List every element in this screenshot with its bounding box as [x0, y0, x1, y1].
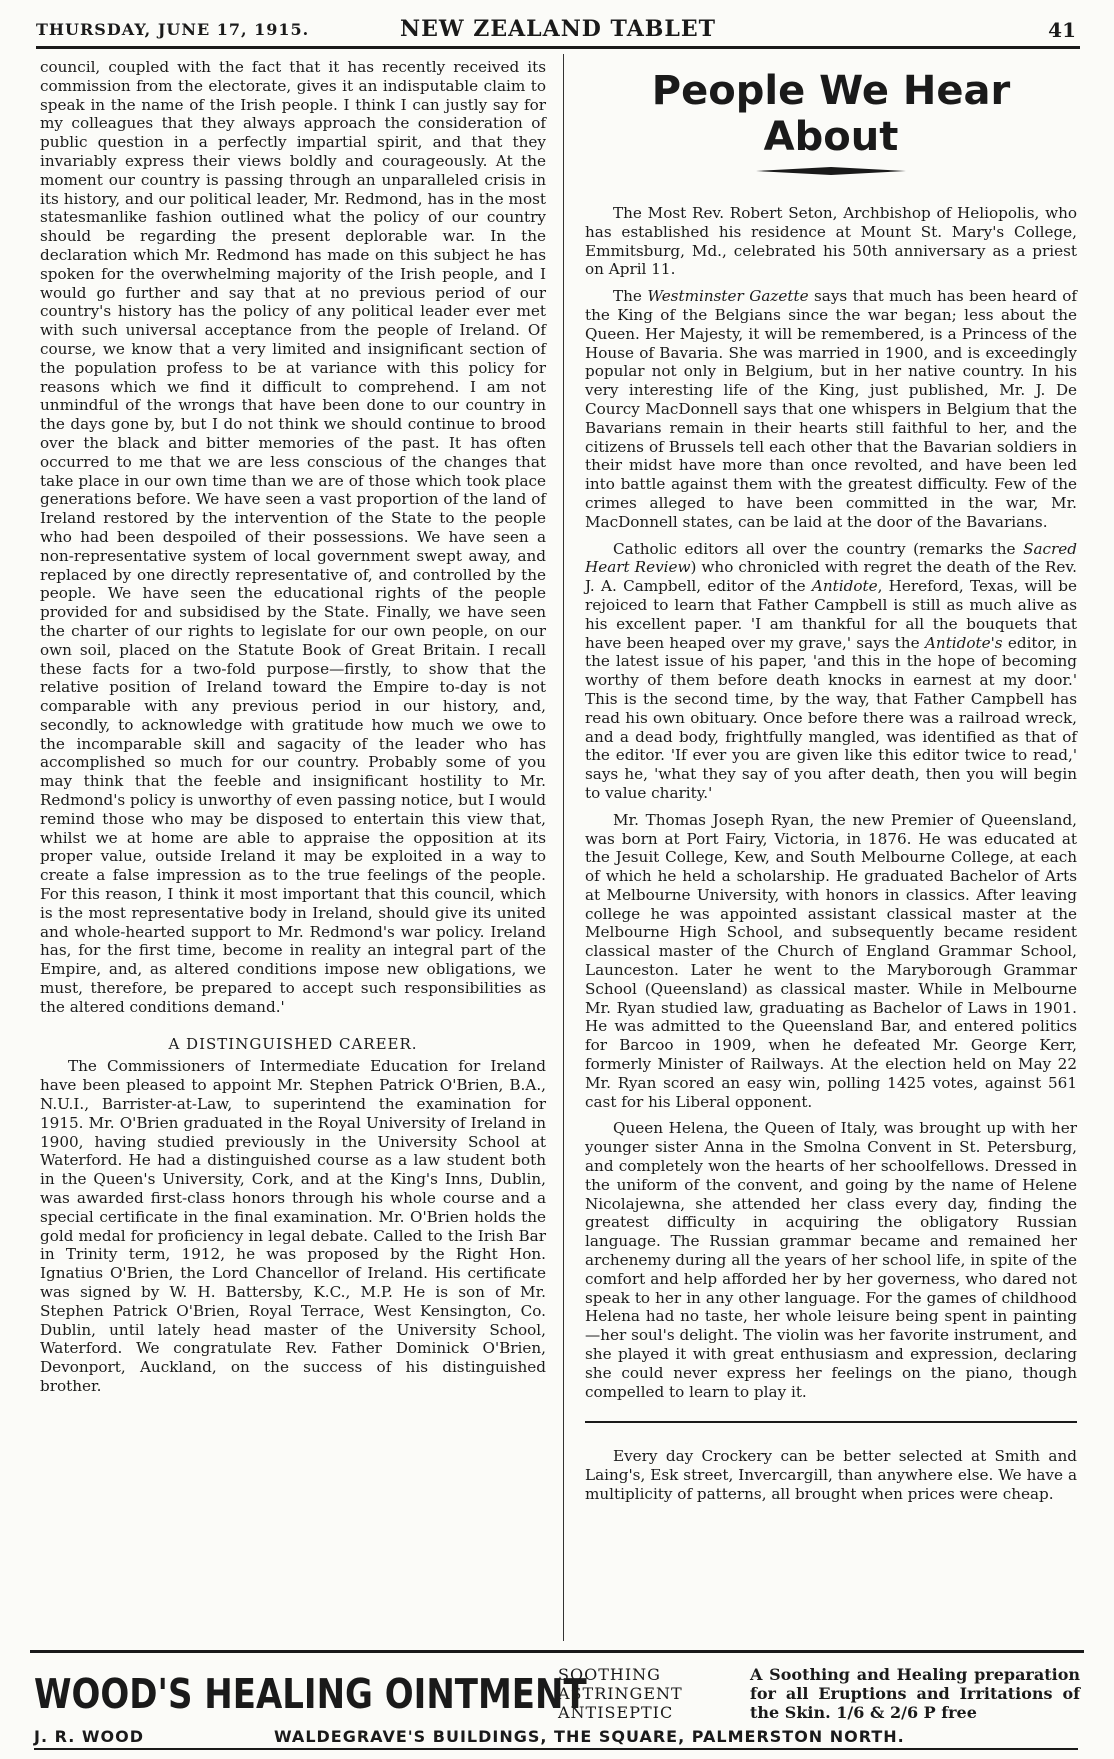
- publication-name: Antidote's: [924, 633, 1003, 652]
- right-column: [585, 58, 1077, 1504]
- advertiser-address: WALDEGRAVE'S BUILDINGS, THE SQUARE, PALMERSTON NORTH.: [274, 1727, 905, 1746]
- issue-date: THURSDAY, JUNE 17, 1915.: [36, 20, 310, 39]
- article-ryan: Mr. Thomas Joseph Ryan, the new Premier of Queensland, was born at Port Fairy, Victoria, in 1876. He was educated at the Jesuit College, Kew, and South Melbourne College, at each of which he held a scholarship. He graduated Bachelor of Arts at Melbourne University, with honors in classics. After leaving college he was appointed assistant classical master at the Melbourne High School, and subsequently became resident classical master of the Church of England Grammar School, Launceston. Later he went to the Maryborough Grammar School (Queensland) as classical master. While in Melbourne Mr. Ryan studied law, graduating as Bachelor of Laws in 1901. He was admitted to the Queensland Bar, and entered politics for Barcoo in 1909, when he defeated Mr. George Kerr, formerly Minister of Railways. At the election held on May 22 Mr. Ryan scored an easy win, polling 1425 votes, against 561 cast for his Liberal opponent.: [585, 810, 1077, 1111]
- column-divider: [563, 54, 564, 1641]
- page-number: 41: [1048, 18, 1076, 42]
- article-queen-helena: Queen Helena, the Queen of Italy, was brought up with her younger sister Anna in the Smolna Convent in St. Petersburg, and completely won the hearts of her schoolfellows. Dressed in the uniform of the convent, and going by the name of Helene Nicolajewna, she attended her class every day, finding the greatest difficulty in acquiring the obligatory Russian language. The Russian grammar became and remained her archenemy during all the years of her school life, in spite of the comfort and help afforded her by her governess, who dared not speak to her in any other language. For the games of childhood Helena had no taste, her whole leisure being spent in painting—her soul's delight. The violin was her favorite instrument, and she played it with great enthusiasm and expression, declaring she could never express her feelings on the piano, though compelled to learn to play it.: [585, 1119, 1077, 1401]
- product-description: A Soothing and Healing preparation for all Eruptions and Irritations of the Skin. 1/6 & 2/6 P free: [750, 1665, 1080, 1722]
- section-heading: People We Hear About: [651, 68, 1011, 160]
- career-article: The Commissioners of Intermediate Education for Ireland have been pleased to appoint Mr. Stephen Patrick O'Brien, B.A., N.U.I., Barrister-at-Law, to superintend the examination for 1915. Mr. O'Brien graduated in the Royal University of Ireland in 1900, having studied previously in the University School at Waterford. He had a distinguished course as a law student both in the Queen's University, Cork, and at the King's Inns, Dublin, was awarded first-class honors through his whole course and a special certificate in the final examination. Mr. O'Brien holds the gold medal for proficiency in legal debate. Called to the Irish Bar in Trinity term, 1912, he was proposed by the Right Hon. Ignatius O'Brien, the Lord Chancellor of Ireland. His certificate was signed by W. H. Battersby, K.C., M.P. He is son of Mr. Stephen Patrick O'Brien, Royal Terrace, West Kensington, Co. Dublin, until lately head master of the University School, Waterford. We congratulate Rev. Father Dominick O'Brien, Devonport, Auckland, on the success of his distinguished brother.: [40, 1057, 546, 1395]
- article-seton: The Most Rev. Robert Seton, Archbishop of Heliopolis, who has established his residence at Mount St. Mary's College, Emmitsburg, Md., celebrated his 50th anniversary as a priest on April 11.: [585, 204, 1077, 279]
- product-name: WOOD'S HEALING OINTMENT: [34, 1671, 587, 1719]
- council-speech: council, coupled with the fact that it has recently received its commission from the electorate, gives it an indisputable claim to speak in the name of the Irish people. I think I can justly say for my colleagues that they always approach the consideration of public question in a perfectly impartial spirit, and that they invariably express their views boldly and courageously. At the moment our country is passing through an unparalleled crisis in its history, and our political leader, Mr. Redmond, has in the most statesmanlike fashion outlined what the policy of our country should be regarding the present deplorable war. In the declaration which Mr. Redmond has made on this subject he has spoken for the overwhelming majority of the Irish people, and I would go further and say that at no previous period of our country's history has the policy of any political leader ever met with such universal acceptance from the people of Ireland. Of course, we know that a very limited and insignificant section of the population profess to be at variance with this policy for reasons which we find it difficult to comprehend. I am not unmindful of the wrongs that have been done to our country in the days gone by, but I do not think we should continue to brood over the black and bitter memories of the past. It has often occurred to me that we are less conscious of the changes that take place in our own time than we are of those which took place generations before. We have seen a vast proportion of the land of Ireland restored by the intervention of the State to the people who had been despoiled of their possessions. We have seen a non-representative system of local government swept away, and replaced by one directly representative of, and controlled by the people. We have seen the educational rights of the people provided for and subsidised by the State. Finally, we have seen the charter of our rights to legislate for our own people, on our own soil, placed on the Statute Book of Great Britain. I recall these facts for a two-fold purpose—firstly, to show that the relative position of Ireland toward the Empire to-day is not comparable with any previous period in our history, and, secondly, to acknowledge with gratitude how much we owe to the incomparable skill and sagacity of the leader who has accomplished so much for our country. Probably some of you may think that the feeble and insignificant hostility to Mr. Redmond's policy is unworthy of even passing notice, but I would remind those who may be disposed to entertain this view that, whilst we at home are able to appraise the opposition at its proper value, outside Ireland it may be exploited in a way to create a false impression as to the true feelings of the people. For this reason, I think it most important that this council, which is the most representative body in Ireland, should give its united and whole-hearted support to Mr. Redmond's war policy. Ireland has, for the first time, become in reality an integral part of the Empire, and, as altered conditions impose new obligations, we must, therefore, be prepared to accept such responsibilities as the altered conditions demand.': [40, 58, 546, 1016]
- property-item: ANTISEPTIC: [558, 1703, 674, 1722]
- publication-name: Westminster Gazette: [647, 287, 809, 306]
- publication-name: Sacred Heart Review: [585, 539, 1077, 577]
- notice-divider: [585, 1421, 1077, 1423]
- crockery-notice: Every day Crockery can be better selected at Smith and Laing's, Esk street, Invercargill, than anywhere else. We have a multiplicity of patterns, all brought when prices were cheap.: [585, 1447, 1077, 1503]
- page-header: [36, 14, 1080, 49]
- heading-ornament: [756, 164, 906, 178]
- advertiser-footer: [34, 1727, 1078, 1750]
- publication-name: Antidote: [811, 577, 878, 596]
- product-properties: [558, 1665, 683, 1722]
- left-column: [40, 58, 546, 1396]
- section-subheading: A DISTINGUISHED CAREER.: [168, 1034, 418, 1053]
- advertisement-banner: [30, 1650, 1084, 1749]
- property-item: SOOTHING: [558, 1665, 661, 1684]
- article-belgian-queen: The Westminster Gazette says that much has been heard of the King of the Belgians since the war began; less about the Queen. Her Majesty, it will be remembered, is a Princess of the House of Bavaria. She was married in 1900, and is exceedingly popular not only in Belgium, but in her native country. In his very interesting life of the King, just published, Mr. J. De Courcy MacDonnell says that one whispers in Belgium that the Bavarians remain in their hearts still faithful to her, and the citizens of Brussels tell each other that the Bavarian soldiers in their midst have more than once revolted, and have been led into battle against them with the greatest difficulty. Few of the crimes alleged to have been committed in the war, Mr. MacDonnell states, can be laid at the door of the Bavarians.: [585, 287, 1077, 531]
- article-campbell: Catholic editors all over the country (remarks the Sacred Heart Review) who chronicled with regret the death of the Rev. J. A. Campbell, editor of the Antidote, Hereford, Texas, will be rejoiced to learn that Father Campbell is still as much alive as his excellent paper. 'I am thankful for all the bouquets that have been heaped over my grave,' says the Antidote's editor, in the latest issue of his paper, 'and this in the hope of becoming worthy of them before death knocks in earnest at my door.' This is the second time, by the way, that Father Campbell has read his own obituary. Once before there was a railroad wreck, and a dead body, frightfully mangled, was identified as that of the editor. 'If ever you are given like this editor twice to read,' says he, 'what they say of you after death, then you will begin to value charity.': [585, 539, 1078, 802]
- property-item: ASTRINGENT: [558, 1684, 683, 1703]
- advertiser-name: J. R. WOOD: [34, 1727, 144, 1746]
- publication-title: NEW ZEALAND TABLET: [400, 16, 716, 42]
